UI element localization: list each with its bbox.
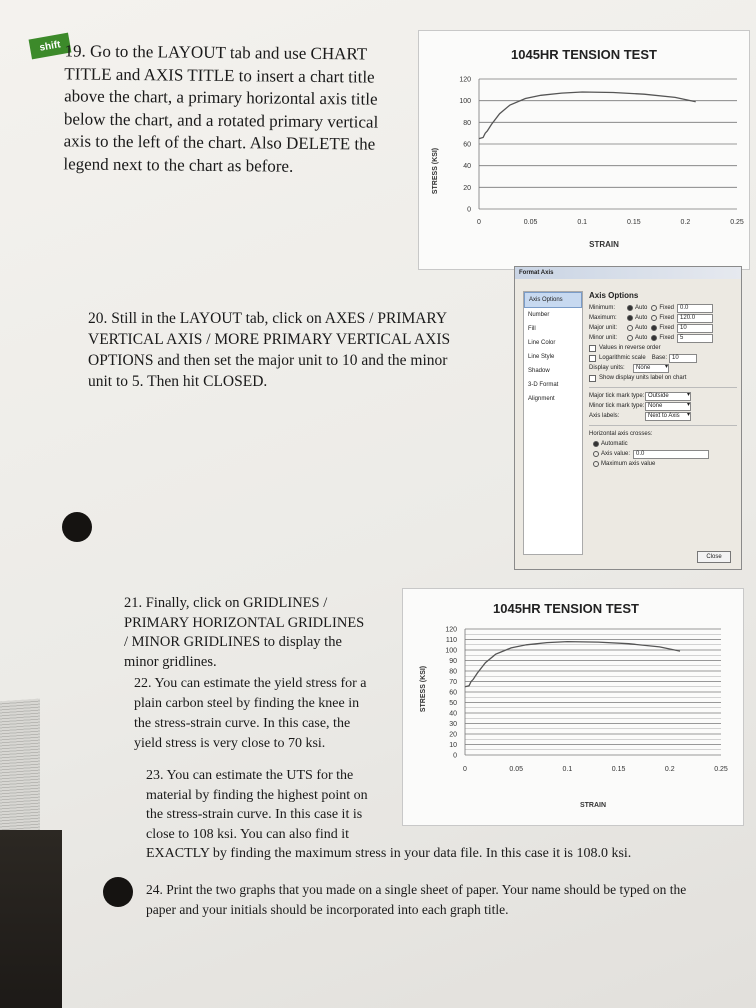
sidebar-item-line-style[interactable]: Line Style bbox=[528, 354, 555, 360]
divider bbox=[589, 421, 737, 426]
page-stack-edge bbox=[0, 699, 40, 837]
log-base-field[interactable]: 10 bbox=[669, 354, 697, 363]
step-24-line: paper and your initials should be incorporated into each graph title. bbox=[146, 902, 509, 917]
crosses-value-field[interactable]: 0.0 bbox=[633, 450, 709, 459]
c1-ytick-label: 60 bbox=[463, 141, 471, 149]
log-row bbox=[589, 353, 737, 363]
c2-ytick-label: 30 bbox=[449, 721, 457, 728]
crosses-auto-label: Automatic bbox=[601, 441, 628, 447]
chart-2-xlabel: STRAIN bbox=[579, 802, 607, 809]
c1-xtick-label: 0.25 bbox=[730, 219, 744, 226]
sidebar-item-shadow[interactable]: Shadow bbox=[528, 368, 550, 374]
binder-hole bbox=[62, 512, 92, 542]
show-units-checkbox[interactable] bbox=[589, 375, 596, 382]
chart-1-ylabel: STRESS (KSI) bbox=[432, 147, 439, 195]
minimum-fixed-label: Fixed bbox=[659, 305, 675, 311]
c2-ytick-label: 70 bbox=[449, 679, 457, 686]
log-label: Logarithmic scale bbox=[599, 355, 646, 361]
crosses-max-radio[interactable] bbox=[593, 461, 599, 467]
major-tick-row bbox=[589, 391, 737, 401]
log-base-label: Base: bbox=[651, 355, 668, 361]
step-23-line: material by finding the highest point on bbox=[146, 787, 368, 803]
step-24-text bbox=[146, 880, 756, 920]
table-surface bbox=[0, 830, 62, 1008]
step-23-line: EXACTLY by finding the maximum stress in your data file. In this case it is 108.0 ksi. bbox=[146, 846, 632, 861]
step-23-line: the stress-strain curve. In this case it is bbox=[146, 807, 363, 822]
minor-unit-auto-label: Auto bbox=[635, 335, 648, 341]
step-23-text bbox=[146, 766, 631, 864]
minimum-value-field[interactable]: 0.0 bbox=[677, 304, 713, 313]
step-23-line: close to 108 ksi. You can also find it bbox=[146, 826, 349, 842]
step-19-line: above the chart, a primary horizontal axis title bbox=[64, 86, 378, 109]
step-21-line: minor gridlines. bbox=[124, 653, 217, 670]
dialog-title: Format Axis bbox=[515, 267, 741, 279]
c2-xtick-label: 0 bbox=[463, 766, 467, 773]
step-20-line: unit to 5. Then hit CLOSED. bbox=[88, 373, 268, 390]
axis-labels-dropdown[interactable]: Next to Axis ▾ bbox=[645, 412, 691, 421]
shift-sticker: shift bbox=[29, 33, 72, 60]
axis-labels-row bbox=[589, 411, 737, 421]
sidebar-item-axis-options[interactable]: Axis Options bbox=[524, 292, 582, 308]
reverse-row bbox=[589, 343, 737, 353]
minor-unit-value-field[interactable]: 5 bbox=[677, 334, 713, 343]
c2-ytick-label: 10 bbox=[449, 742, 457, 749]
c1-xtick-label: 0 bbox=[477, 219, 481, 226]
major-tick-dropdown[interactable]: Outside ▾ bbox=[645, 392, 691, 401]
step-19-line: below the chart, and a rotated primary vertical bbox=[63, 108, 379, 132]
crosses-value-radio[interactable] bbox=[593, 451, 599, 457]
sidebar-item-number[interactable]: Number bbox=[528, 312, 550, 318]
step-20-line: 20. Still in the LAYOUT tab, click on AXES / PRIMARY bbox=[88, 310, 448, 327]
c1-ytick-label: 80 bbox=[463, 119, 471, 127]
sidebar-item-line-color[interactable]: Line Color bbox=[528, 340, 556, 346]
maximum-fixed-label: Fixed bbox=[659, 315, 675, 321]
crosses-value-row bbox=[589, 449, 737, 459]
minor-unit-label: Minor unit: bbox=[589, 335, 618, 341]
c2-xtick-label: 0.25 bbox=[714, 766, 728, 773]
major-unit-auto-label: Auto bbox=[635, 325, 648, 331]
minor-unit-row bbox=[589, 333, 737, 343]
c2-ytick-label: 40 bbox=[449, 710, 457, 718]
step-19-line: axis to the left of the chart. Also DELETE the bbox=[63, 131, 376, 154]
chart-1 bbox=[418, 30, 750, 270]
c1-ytick-label: 120 bbox=[459, 76, 471, 84]
c2-ytick-label: 90 bbox=[449, 658, 457, 665]
step-24-line: 24. Print the two graphs that you made on a single sheet of paper. Your name should be typed on the bbox=[146, 882, 687, 897]
display-units-label: Display units: bbox=[589, 365, 625, 371]
maximum-auto-label: Auto bbox=[635, 315, 648, 321]
minimum-auto-label: Auto bbox=[635, 305, 648, 311]
major-tick-label: Major tick mark type: bbox=[589, 393, 645, 399]
step-20-text bbox=[88, 308, 450, 392]
reverse-label: Values in reverse order bbox=[599, 345, 661, 351]
display-units-row bbox=[589, 363, 737, 373]
step-20-line: OPTIONS and then set the major unit to 10 and the minor bbox=[88, 352, 448, 369]
c1-ytick-label: 20 bbox=[463, 184, 471, 192]
minor-unit-fixed-radio[interactable] bbox=[651, 335, 657, 341]
dialog-sidebar bbox=[523, 291, 583, 555]
step-22-line: plain carbon steel by finding the knee in bbox=[134, 696, 360, 711]
step-19-line: legend next to the chart as before. bbox=[63, 153, 294, 176]
step-22-text bbox=[134, 674, 367, 754]
c1-xtick-label: 0.2 bbox=[680, 219, 691, 226]
major-unit-fixed-label: Fixed bbox=[659, 325, 675, 331]
minimum-fixed-radio[interactable] bbox=[651, 305, 657, 311]
maximum-label: Maximum: bbox=[589, 315, 617, 321]
crosses-max-row bbox=[589, 459, 737, 469]
minimum-auto-radio[interactable] bbox=[627, 305, 633, 311]
c1-xtick-label: 0.15 bbox=[626, 219, 641, 226]
c1-xtick-label: 0.05 bbox=[523, 219, 538, 226]
step-21-text bbox=[124, 594, 364, 672]
c2-ytick-label: 120 bbox=[445, 626, 457, 634]
c2-ytick-label: 20 bbox=[449, 731, 457, 739]
chart-1-svg bbox=[419, 31, 749, 269]
minor-tick-row bbox=[589, 401, 737, 411]
crosses-auto-radio[interactable] bbox=[593, 441, 599, 447]
step-19-line: 19. Go to the LAYOUT tab and use CHART bbox=[64, 41, 368, 64]
c1-ytick-label: 40 bbox=[463, 163, 471, 171]
display-units-dropdown[interactable]: None ▾ bbox=[633, 364, 669, 373]
step-21-line: 21. Finally, click on GRIDLINES / bbox=[124, 595, 328, 611]
c1-xtick-label: 0.1 bbox=[577, 219, 588, 226]
axis-labels-label: Axis labels: bbox=[589, 413, 620, 419]
c2-xtick-label: 0.2 bbox=[664, 766, 675, 773]
chart-2-curve bbox=[465, 642, 680, 687]
major-unit-label: Major unit: bbox=[589, 325, 618, 331]
c2-ytick-label: 50 bbox=[449, 700, 457, 707]
chart-2-title: 1045HR TENSION TEST bbox=[493, 601, 639, 616]
c1-ytick-label: 0 bbox=[467, 206, 471, 214]
chart-1-title: 1045HR TENSION TEST bbox=[511, 47, 657, 62]
dialog-main-panel bbox=[589, 291, 737, 553]
maximum-auto-radio[interactable] bbox=[627, 315, 633, 321]
major-unit-value-field[interactable]: 10 bbox=[677, 324, 713, 333]
c2-ytick-label: 100 bbox=[445, 647, 457, 655]
binder-hole bbox=[103, 877, 133, 907]
c2-xtick-label: 0.1 bbox=[562, 766, 573, 773]
maximum-row bbox=[589, 313, 737, 323]
format-axis-dialog bbox=[514, 266, 742, 570]
axis-options-heading: Axis Options bbox=[589, 291, 639, 300]
close-button[interactable]: Close bbox=[697, 551, 731, 563]
sidebar-item-alignment[interactable]: Alignment bbox=[528, 396, 555, 402]
step-23-line: 23. You can estimate the UTS for the bbox=[146, 768, 354, 783]
chart-1-xlabel: STRAIN bbox=[589, 240, 619, 249]
reverse-checkbox[interactable] bbox=[589, 345, 596, 352]
maximum-fixed-radio[interactable] bbox=[651, 315, 657, 321]
sidebar-item-fill[interactable]: Fill bbox=[528, 326, 536, 332]
chart-2-ylabel: STRESS (KSI) bbox=[420, 665, 427, 713]
c2-ytick-label: 60 bbox=[449, 689, 457, 697]
chart-1-curve bbox=[479, 92, 696, 139]
show-units-label: Show display units label on chart bbox=[599, 375, 687, 381]
step-19-line: TITLE and AXIS TITLE to insert a chart title bbox=[64, 63, 375, 87]
step-22-line: the stress-strain curve. In this case, the bbox=[134, 716, 351, 731]
c2-ytick-label: 110 bbox=[445, 637, 457, 644]
step-22-line: 22. You can estimate the yield stress for a bbox=[134, 676, 367, 691]
crosses-max-label: Maximum axis value bbox=[601, 461, 656, 467]
minor-unit-fixed-label: Fixed bbox=[659, 335, 675, 341]
major-unit-fixed-radio[interactable] bbox=[651, 325, 657, 331]
c1-ytick-label: 100 bbox=[459, 98, 471, 106]
crosses-value-label: Axis value: bbox=[601, 451, 631, 457]
minor-tick-label: Minor tick mark type: bbox=[589, 403, 645, 409]
c2-ytick-label: 0 bbox=[453, 752, 457, 760]
c2-xtick-label: 0.15 bbox=[611, 766, 626, 773]
divider bbox=[589, 383, 737, 388]
crosses-heading: Horizontal axis crosses: bbox=[589, 431, 653, 437]
show-units-row bbox=[589, 373, 737, 383]
minimum-label: Minimum: bbox=[589, 305, 616, 311]
c2-ytick-label: 80 bbox=[449, 668, 457, 676]
minor-unit-auto-radio[interactable] bbox=[627, 335, 633, 341]
crosses-auto-row bbox=[589, 439, 737, 449]
c2-xtick-label: 0.05 bbox=[509, 766, 524, 773]
major-unit-auto-radio[interactable] bbox=[627, 325, 633, 331]
minimum-row bbox=[589, 303, 737, 313]
step-21-line: / MINOR GRIDLINES to display the bbox=[124, 634, 342, 650]
step-22-line: yield stress is very close to 70 ksi. bbox=[134, 736, 326, 751]
major-unit-row bbox=[589, 323, 737, 333]
maximum-value-field[interactable]: 120.0 bbox=[677, 314, 713, 323]
minor-tick-dropdown[interactable]: None ▾ bbox=[645, 402, 691, 411]
step-19-text bbox=[63, 40, 379, 178]
sidebar-item-3d-format[interactable]: 3-D Format bbox=[528, 382, 559, 388]
step-20-line: VERTICAL AXIS / MORE PRIMARY VERTICAL AXIS bbox=[88, 331, 451, 348]
log-checkbox[interactable] bbox=[589, 355, 596, 362]
step-21-line: PRIMARY HORIZONTAL GRIDLINES bbox=[124, 614, 365, 631]
